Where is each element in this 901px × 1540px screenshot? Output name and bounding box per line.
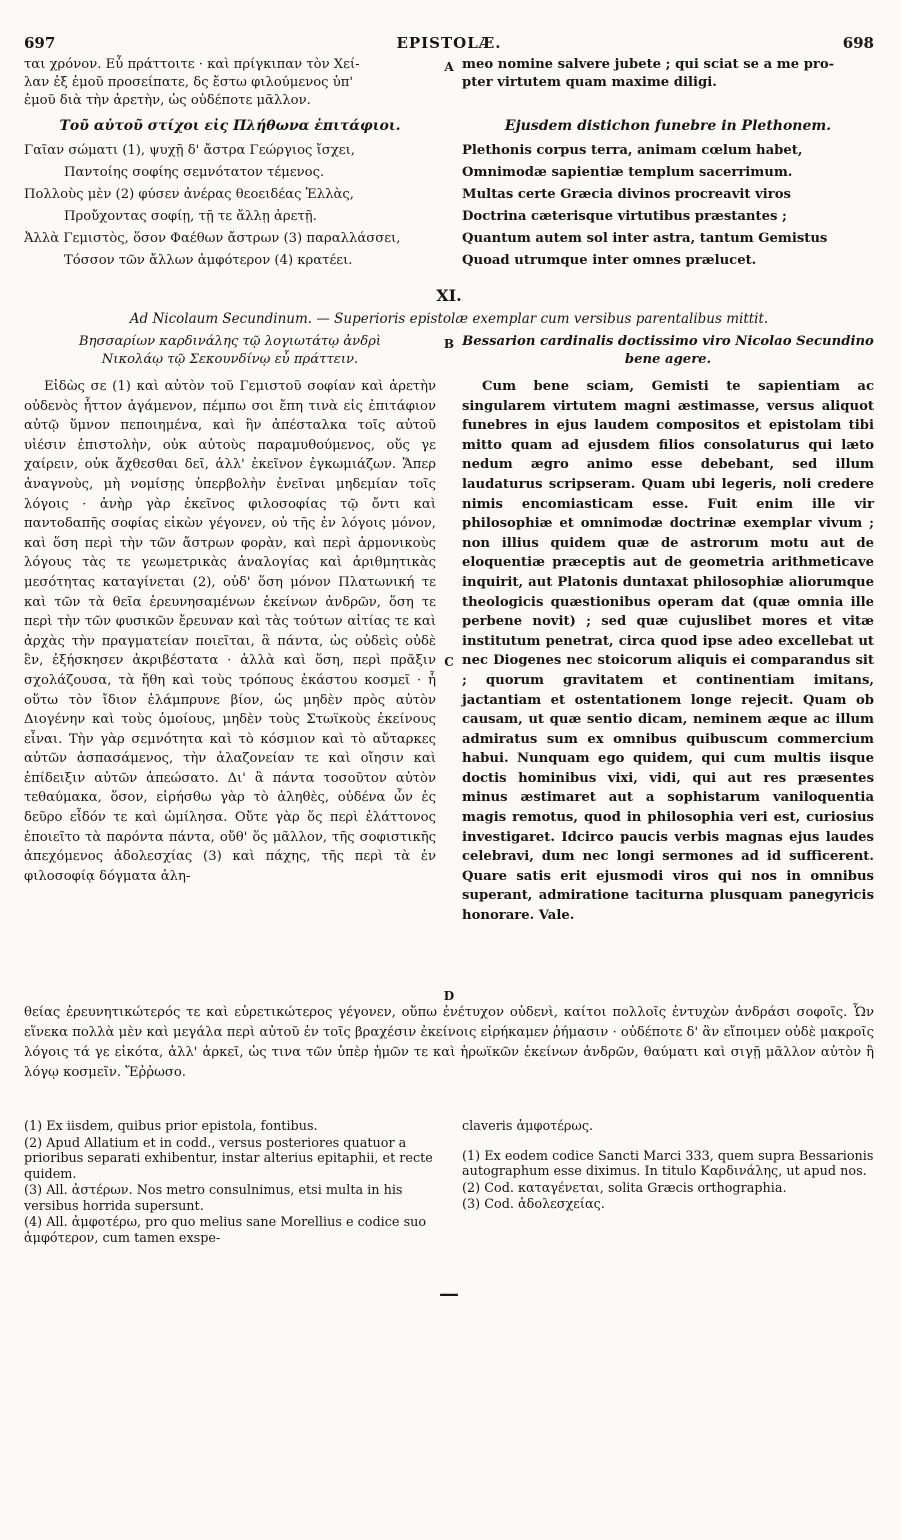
margin-letter-b: B (443, 337, 455, 351)
footnote: (1) Ex eodem codice Sancti Marci 333, quem supra Bessarionis autographum esse diximus. In titulo Καρδινάλης, ut apud nos. (462, 1148, 874, 1179)
latin-verse: Quantum autem sol inter astra, tantum Gemistus (462, 231, 828, 246)
greek-column-letter (24, 333, 436, 1003)
page-number-right: 698 (842, 34, 874, 52)
greek-letter-continuation: θείας ἐρευνητικώτερός τε καὶ εὑρετικώτερος γέγονεν, οὕπω ἐνέτυχον οὐδενὶ, καίτοι πολλοῖς ἐντυχὼν ἀνδράσι σοφοῖς. Ὧν εἵνεκα πολλὰ μὲν καὶ μεγάλα περὶ αὐτοῦ ἐν τοῖς βραχέσιν ἐκείνοις εἰρήκαμεν ῥήμασιν · οὐδέποτε δ' ἂν εἴποιμεν οὐδὲ μακροῖς λόγοις τά γε εἰκότα, ἀλλ' ἀρκεῖ, ὡς τινα τῶν ὑπὲρ ἡμῶν τε καὶ ἡρωϊκῶν ἐκείνων ἀνδρῶν, θαύματι καὶ σιγῇ μᾶλλον αὐτὸν ἢ λόγῳ κοσμεῖν. Ἔῤῥωσο. (24, 1005, 874, 1080)
footnote: (2) Apud Allatium et in codd., versus posteriores quatuor a prioribus separati exhibentur, instar alterius epitaphii, et recte quidem. (24, 1135, 433, 1182)
greek-verse: Προὔχοντας σοφίῃ, τῇ τε ἄλλῃ ἀρετῇ. (64, 209, 317, 224)
page (24, 34, 874, 1305)
margin-letters (442, 333, 456, 1003)
latin-verse: Plethonis corpus terra, animam cœlum habet, (462, 143, 803, 158)
end-mark: — (439, 1281, 459, 1305)
latin-column-top (462, 56, 874, 272)
margin-letter-a: A (444, 60, 454, 74)
margin-letter-c: C (444, 655, 454, 669)
footnotes (24, 1119, 874, 1247)
margin-letter-d: D (443, 989, 455, 1003)
latin-epitaph-heading: Ejusdem distichon funebre in Plethonem. (504, 118, 832, 134)
latin-verse: Omnimodæ sapientiæ templum sacerrimum. (462, 165, 793, 180)
top-block (24, 56, 874, 272)
page-number-left: 697 (24, 34, 56, 52)
latin-verse: Multas certe Græcia divinos procreavit viros (462, 187, 791, 202)
latin-letter-body: Cum bene sciam, Gemisti te sapientiam ac singularem virtutem magni æstimasse, versus aliquot funebres in ejus laudem compositos et epistolam tibi mitto quam ad ejusdem filios consolaturus qui læto nedum ægro animo esse debebant, sed illum laudaturus scripseram. Quam ubi legeris, noli credere nimis encomiasticam esse. Fuit enim ille vir philosophiæ et omnimodæ doctrinæ exemplar vivum ; non illius quidem quæ de astrorum motu aut de eloquentiæ præceptis aut de geometria arithmeticave inquirit, aut Platonis duntaxat philosophiæ aliorumque theologicis quæstionibus operam dat (quæ omnia ille perbene novit) ; sed quæ cujuslibet mores et vitæ institutum penetrat, circa quod ipse adeo excellebat ut nec Diogenes nec stoicorum aliquis ei comparandus sit ; quorum gravitatem et continentiam imitans, jactantiam et ostentationem longe rejecit. Quam ob causam, ut quæ sentio dicam, neminem æque ac illum admiratus sum ex omnibus quibuscum commercium habui. Nunquam ego quidem, qui cum multis iisque doctis hominibus vixi, vidi, qui aut res præsentes minus æstimaret aut a sophistarum vaniloquentia magis remotus, quod in philosophia veri est, curiosius investigaret. Idcirco paucis verbis magnas ejus laudes celebravi, dum nec longi sermones ad id sufficerent. Quare satis erit ejusmodi viros qui nos in omnibus superant, admiratione taciturna plusquam panegyricis honorare. Vale. (462, 379, 874, 924)
latin-salutation: Bessarion cardinalis doctissimo viro Nicolao Secundino (462, 334, 874, 349)
latin-column-letter (462, 333, 874, 1003)
greek-line: ται χρόνον. Εὖ πράττοιτε · καὶ πρίγκιπαν τὸν Χεί- (24, 57, 360, 72)
running-header (24, 34, 874, 56)
greek-verse: Τόσσον τῶν ἄλλων ἀμφότερον (4) κρατέει. (64, 253, 353, 268)
greek-epitaph-heading: Τοῦ αὐτοῦ στίχοι εἰς Πλήθωνα ἐπιτάφιοι. (59, 118, 401, 134)
greek-verse: Γαῖαν σώματι (1), ψυχῇ δ' ἄστρα Γεώργιος ἴσχει, (24, 143, 355, 158)
greek-verse: Πολλοὺς μὲν (2) φύσεν ἀνέρας θεοειδέας Ἑλλὰς, (24, 187, 354, 202)
greek-verse: Ἀλλὰ Γεμιστὸς, ὅσον Φαέθων ἄστρων (3) παραλλάσσει, (24, 231, 401, 246)
footnote: (4) All. ἀμφοτέρω, pro quo melius sane Morellius e codice suo ἀμφότερον, cum tamen exspe- (24, 1215, 427, 1246)
latin-line: pter virtutem quam maxime diligi. (462, 75, 717, 90)
greek-column-top (24, 56, 436, 272)
latin-line: meo nomine salvere jubete ; qui sciat se a me pro- (462, 57, 835, 72)
greek-salutation: Βησσαρίων καρδινάλης τῷ λογιωτάτῳ ἀνδρὶ (78, 334, 382, 349)
footnote: claveris ἀμφοτέρως. (462, 1119, 594, 1134)
greek-salutation: Νικολάῳ τῷ Σεκουνδίνῳ εὖ πράττειν. (101, 352, 359, 367)
section-title: Ad Nicolaum Secundinum. — Superioris epistolæ exemplar cum versibus parentalibus mittit. (129, 311, 769, 327)
latin-verse: Doctrina cæterisque virtutibus præstantes ; (462, 209, 787, 224)
footnotes-right (462, 1119, 874, 1247)
footnote: (1) Ex iisdem, quibus prior epistola, fontibus. (24, 1119, 318, 1134)
latin-salutation: bene agere. (624, 352, 712, 367)
footnote: (3) All. ἀστέρων. Nos metro consulnimus, etsi multa in his versibus horrida supersunt. (24, 1183, 403, 1214)
section-number: XI. (436, 286, 462, 305)
latin-verse: Quoad utrumque inter omnes prælucet. (462, 253, 757, 268)
footnote: (2) Cod. καταγένεται, solita Græcis orthographia. (462, 1180, 787, 1196)
letter-block (24, 333, 874, 1003)
footnotes-left (24, 1119, 436, 1247)
greek-line: λαν ἐξ ἐμοῦ προσείπατε, δς ἔστω φιλούμενος ὑπ' (24, 75, 354, 90)
greek-verse: Παντοίης σοφίης σεμνότατον τέμενος. (64, 165, 325, 180)
footnote: (3) Cod. ἀδολεσχείας. (462, 1197, 605, 1212)
running-title: EPISTOLÆ. (396, 34, 502, 52)
greek-line: ἐμοῦ διὰ τὴν ἀρετὴν, ὡς οὐδέποτε μᾶλλον. (24, 93, 311, 108)
greek-letter-body: Εἰδὼς σε (1) καὶ αὐτὸν τοῦ Γεμιστοῦ σοφίαν καὶ ἀρετὴν οὐδενὸς ἧττον ἀγάμενον, πέμπω σοι ἔπη τινὰ εἰς ἐπιτάφιον αὐτῷ ὕμνον πεποιημένα, καὶ ἣν ἀπέσταλκα τοῖς αὐτοῦ υἱέσιν ἐπιστολὴν, οὐκ αὐτοὺς παραμυθούμενος, οὕς γε χαίρειν, οὐκ ἄχθεσθαι δεῖ, ἀλλ' ἐκεῖνον ἐγκωμιάζων. Ἅπερ ἀναγνοὺς, μὴ νομίσῃς ὑπερβολὴν ἐνεῖναι μηδεμίαν τοῖς λόγοις · ἀνὴρ γὰρ ἐκεῖνος φιλοσοφίας τῷ ὄντι καὶ παντοδαπῆς σοφίας εἰκὼν γέγονεν, οὐ τῆς ἐν λόγοις μόνον, καὶ ὅση περὶ τὴν τῶν ἄστρων φορὰν, καὶ περὶ ἁρμονικοὺς λόγους τὰς τε γεωμετρικὰς ἀναλογίας καὶ ἀριθμητικὰς μεσότητας καταγίνεται (2), οὐδ' ὅση μόνον Πλατωνική τε καὶ τῶν τὰ θεῖα ἐρευνησαμένων ἐκείνων ἀνδρῶν, ὅση τε περὶ τὴν τῶν φυσικῶν ἔρευναν καὶ τὰς τούτων αἰτίας τε καὶ ἀρχὰς τὴν πραγματείαν ποιεῖται, ἃ πάντα, ὡς οὐδεὶς οὐδὲ ἓν, ἐξήσκησεν ἀκριβέστατα · ἀλλὰ καὶ ὅση, περὶ πρᾶξιν σχολάζουσα, τὰ ἤθη καὶ τοὺς τρόπους ἑκάστου κοσμεῖ · ἧ οὕτω τὸν ἴδιον ἐλάμπρυνε βίον, ὡς μηδὲν πρὸς αὐτὸν Διογένην καὶ τοὺς ὁμοίους, μηδὲν τοὺς Στωϊκοὺς ἐκείνους εἶναι. Τὴν γὰρ σεμνότητα καὶ τὸ κόσμιον καὶ τὸ αὔταρκες αὐτῶν ἀσπασάμενος, τὴν ἀλαζονείαν τε καὶ οἴησιν καὶ ἐπίδειξιν αὐτῶν ἀπεώσατο. Δι' ἃ πάντα τοσοῦτον αὐτὸν τεθαύμακα, ὅσον, εἰρήσθω γὰρ τὸ ἀληθὲς, οὐδένα ὧν ἐς δεῦρο εἶδόν τε καὶ ὡμίλησα. Οὔτε γὰρ ὅς περὶ ἐλάττονος ἐποιεῖτο τὰ παρόντα πάντα, οὔθ' ὅς μᾶλλον, τῆς σοφιστικῆς ἀπεχόμενος ἀδολεσχίας (3) καὶ πάχης, τῆς περὶ τὰ ἐν φιλοσοφίᾳ δόγματα ἀλη- (24, 379, 436, 884)
